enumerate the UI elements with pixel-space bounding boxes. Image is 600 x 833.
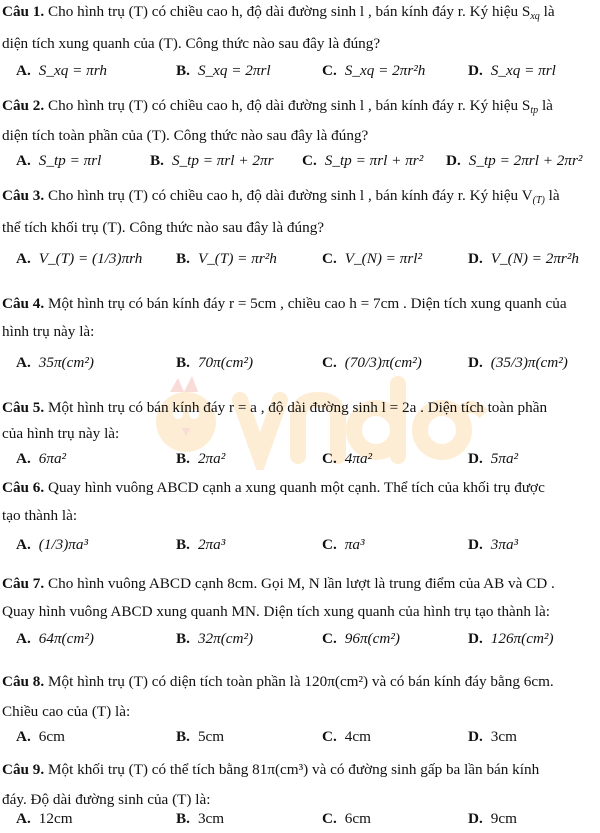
q7-line-2 <box>2 602 594 624</box>
q4-line-1 <box>2 294 594 316</box>
q9-text-1: Một khối trụ (T) có thể tích bằng 81π(cm³) và có đường sinh gấp ba lần bán kính <box>48 761 540 778</box>
q9-options <box>0 808 600 832</box>
q7-line-1 <box>2 574 594 596</box>
q7-options <box>0 626 600 666</box>
q2-options <box>0 148 600 188</box>
q4-option-a[interactable]: A. 35π(cm²) <box>16 354 94 371</box>
q3-option-d[interactable]: D. V_(N) = 2πr²h <box>468 250 579 267</box>
q1-option-d[interactable]: D. S_xq = πrl <box>468 62 556 79</box>
q2-option-c[interactable]: C. S_tp = πrl + πr² <box>302 152 424 169</box>
q5-option-c[interactable]: C. 4πa² <box>322 450 373 467</box>
q7-option-a[interactable]: A. 64π(cm²) <box>16 630 94 647</box>
q7-option-d[interactable]: D. 126π(cm²) <box>468 630 554 647</box>
q8-option-a[interactable]: A. 6cm <box>16 728 65 745</box>
q8-text-2: Chiều cao của (T) là: <box>2 703 131 720</box>
q3-option-b[interactable]: B. V_(T) = πr²h <box>176 250 277 267</box>
q2-text-1b: là <box>541 97 553 114</box>
q1-option-b[interactable]: B. S_xq = 2πrl <box>176 62 271 79</box>
q9-option-a[interactable]: A. 12cm <box>16 810 73 827</box>
q2-text-1: Cho hình trụ (T) có chiều cao h, độ dài đường sinh l , bán kính đáy r. Ký hiệu S <box>48 97 531 114</box>
q4-option-d[interactable]: D. (35/3)π(cm²) <box>468 354 568 371</box>
q3-number: Câu 3. <box>2 187 45 204</box>
q1-line-1 <box>2 2 594 24</box>
q7-text-2: Quay hình vuông ABCD xung quanh MN. Diện tích xung quanh của hình trụ tạo thành là: <box>2 603 550 620</box>
q3-option-c[interactable]: C. V_(N) = πrl² <box>322 250 423 267</box>
q1-option-c[interactable]: C. S_xq = 2πr²h <box>322 62 426 79</box>
q7-number: Câu 7. <box>2 575 45 592</box>
q9-number: Câu 9. <box>2 761 45 778</box>
q6-text-1: Quay hình vuông ABCD cạnh a xung quanh một cạnh. Thể tích của khối trụ được <box>48 479 545 496</box>
q3-text-2: thể tích khối trụ (T). Công thức nào sau đây là đúng? <box>2 219 325 236</box>
q5-option-d[interactable]: D. 5πa² <box>468 450 519 467</box>
q9-option-d[interactable]: D. 9cm <box>468 810 517 827</box>
q7-option-b[interactable]: B. 32π(cm²) <box>176 630 254 647</box>
q1-options <box>0 58 600 98</box>
q1-option-a[interactable]: A. S_xq = πrh <box>16 62 107 79</box>
q8-option-b[interactable]: B. 5cm <box>176 728 225 745</box>
q3-text-1: Cho hình trụ (T) có chiều cao h, độ dài đường sinh l , bán kính đáy r. Ký hiệu V <box>48 187 533 204</box>
q6-option-b[interactable]: B. 2πa³ <box>176 536 226 553</box>
q8-line-1 <box>2 672 594 694</box>
q4-option-b[interactable]: B. 70π(cm²) <box>176 354 254 371</box>
q1-text-2: diện tích xung quanh của (T). Công thức nào sau đây là đúng? <box>2 35 381 52</box>
q8-option-d[interactable]: D. 3cm <box>468 728 517 745</box>
q6-line-1 <box>2 478 594 500</box>
q2-line-1 <box>2 96 594 118</box>
q4-text-1: Một hình trụ có bán kính đáy r = 5cm , chiều cao h = 7cm . Diện tích xung quanh của <box>48 295 567 312</box>
q9-text-2: đáy. Độ dài đường sinh của (T) là: <box>2 791 211 808</box>
q1-text-1: Cho hình trụ (T) có chiều cao h, độ dài đường sinh l , bán kính đáy r. Ký hiệu S <box>48 3 531 20</box>
q5-text-2: của hình trụ này là: <box>2 425 120 442</box>
q1-text-1b: là <box>543 3 555 20</box>
q5-option-a[interactable]: A. 6πa² <box>16 450 67 467</box>
q5-line-2 <box>2 424 594 446</box>
q2-text-2: diện tích toàn phần của (T). Công thức nào sau đây là đúng? <box>2 127 369 144</box>
q8-option-c[interactable]: C. 4cm <box>322 728 371 745</box>
q4-text-2: hình trụ này là: <box>2 323 95 340</box>
q7-option-c[interactable]: C. 96π(cm²) <box>322 630 400 647</box>
q4-line-2 <box>2 322 594 344</box>
q2-number: Câu 2. <box>2 97 45 114</box>
q6-text-2: tạo thành là: <box>2 507 78 524</box>
q4-options <box>0 350 600 390</box>
q5-line-1 <box>2 398 594 420</box>
q8-number: Câu 8. <box>2 673 45 690</box>
q6-options <box>0 532 600 572</box>
q1-number: Câu 1. <box>2 3 45 20</box>
q9-option-b[interactable]: B. 3cm <box>176 810 225 827</box>
q2-symbol-sub: tp <box>530 105 539 116</box>
q3-line-2 <box>2 218 594 240</box>
q8-text-1: Một hình trụ (T) có diện tích toàn phần là 120π(cm²) và có bán kính đáy bằng 6cm. <box>48 673 554 690</box>
q5-option-b[interactable]: B. 2πa² <box>176 450 226 467</box>
q9-option-c[interactable]: C. 6cm <box>322 810 371 827</box>
q5-number: Câu 5. <box>2 399 45 416</box>
q8-options <box>0 724 600 764</box>
q6-number: Câu 6. <box>2 479 45 496</box>
q2-option-d[interactable]: D. S_tp = 2πrl + 2πr² <box>446 152 583 169</box>
q6-option-a[interactable]: A. (1/3)πa³ <box>16 536 89 553</box>
q3-options <box>0 246 600 286</box>
q2-line-2 <box>2 126 594 148</box>
q3-symbol-sub: (T) <box>532 195 545 206</box>
q5-text-1: Một hình trụ có bán kính đáy r = a , độ dài đường sinh l = 2a . Diện tích toàn phần <box>48 399 548 416</box>
q7-text-1: Cho hình vuông ABCD cạnh 8cm. Gọi M, N lần lượt là trung điểm của AB và CD . <box>48 575 555 592</box>
q1-line-2 <box>2 34 594 56</box>
q4-number: Câu 4. <box>2 295 45 312</box>
q9-line-1 <box>2 760 594 782</box>
q3-text-1b: là <box>548 187 560 204</box>
q1-symbol-sub: xq <box>530 11 540 22</box>
q6-line-2 <box>2 506 594 528</box>
q4-option-c[interactable]: C. (70/3)π(cm²) <box>322 354 422 371</box>
q2-option-b[interactable]: B. S_tp = πrl + 2πr <box>150 152 274 169</box>
q2-option-a[interactable]: A. S_tp = πrl <box>16 152 102 169</box>
q3-option-a[interactable]: A. V_(T) = (1/3)πrh <box>16 250 143 267</box>
q6-option-d[interactable]: D. 3πa³ <box>468 536 519 553</box>
q3-line-1 <box>2 186 594 208</box>
q8-line-2 <box>2 702 594 724</box>
q6-option-c[interactable]: C. πa³ <box>322 536 365 553</box>
